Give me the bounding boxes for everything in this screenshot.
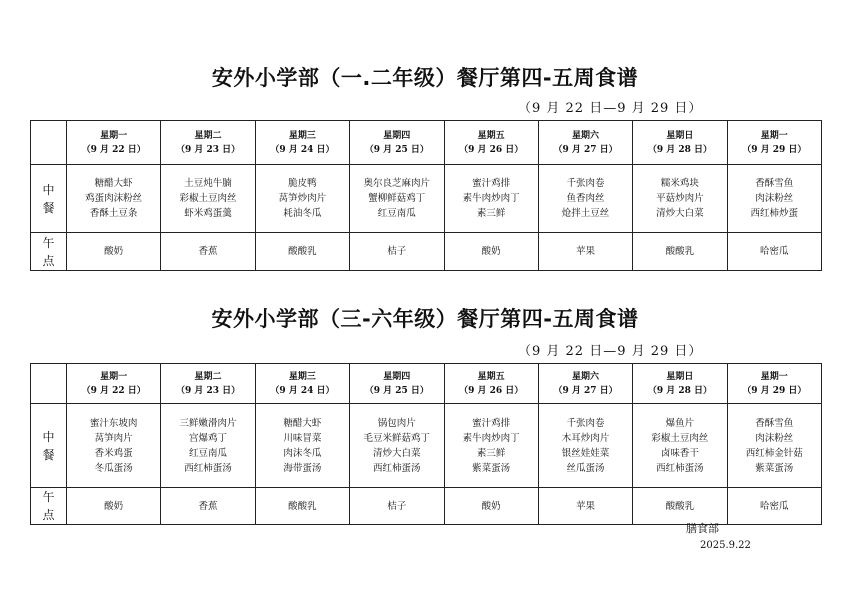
lunch-label-char: 餐	[42, 447, 55, 462]
snack-item-cell: 酸酸乳	[255, 233, 349, 271]
dish-item: 香米鸡蛋	[94, 447, 133, 459]
dish-item: 蜜汁鸡排	[472, 178, 511, 189]
snack-item-cell: 桔子	[350, 488, 444, 525]
dish-item: 彩椒土豆肉丝	[179, 193, 237, 204]
snack-row	[31, 488, 822, 525]
snack-label-cell	[31, 233, 67, 271]
snack-label-char: 午	[42, 490, 55, 504]
dish-item: 红豆南瓜	[377, 208, 416, 219]
day-date: （9 月 22 日）	[81, 144, 146, 155]
day-name: 星期一	[760, 130, 788, 141]
day-name: 星期五	[477, 130, 505, 141]
dish-item: 素牛肉炒肉丁	[462, 193, 520, 204]
dish-item: 炝拌土豆丝	[561, 208, 610, 219]
day-header-cell	[727, 121, 821, 165]
lunch-dishes-cell	[161, 165, 255, 233]
day-name: 星期日	[666, 371, 694, 382]
lunch-dishes-cell	[350, 404, 444, 488]
snack-item-cell: 酸奶	[444, 488, 538, 525]
day-header-cell	[633, 364, 727, 404]
day-header-cell	[350, 121, 444, 165]
day-header-cell	[67, 364, 161, 404]
day-header-cell	[350, 364, 444, 404]
dish-item: 肉沫冬瓜	[283, 447, 322, 459]
day-header-cell	[161, 364, 255, 404]
lunch-dishes-cell	[444, 404, 538, 488]
day-name: 星期六	[572, 130, 600, 141]
day-header-cell	[67, 121, 161, 165]
header-row	[31, 364, 822, 404]
dish-item: 海带蛋汤	[283, 462, 322, 474]
lunch-dishes-cell	[255, 404, 349, 488]
dish-item: 素三鲜	[476, 447, 506, 459]
lunch-dishes-cell	[255, 165, 349, 233]
snack-row	[31, 233, 822, 271]
snack-item-cell: 苹果	[538, 488, 632, 525]
day-date: （9 月 22 日）	[81, 385, 146, 396]
section-2-title: 安外小学部（三-六年级）餐厅第四-五周食谱	[211, 307, 639, 331]
header-row	[31, 121, 822, 165]
snack-item-cell: 酸奶	[67, 488, 161, 525]
snack-label-char: 午	[42, 235, 55, 250]
dish-item: 锅包肉片	[377, 417, 416, 429]
lunch-label-cell	[31, 165, 67, 233]
snack-item-cell: 酸酸乳	[255, 488, 349, 525]
snack-item-cell: 哈密瓜	[727, 488, 821, 525]
lunch-dishes-cell	[444, 165, 538, 233]
lunch-label-char: 中	[42, 182, 55, 197]
snack-label-cell	[31, 488, 67, 525]
section-1-menu-table	[30, 120, 822, 271]
day-name: 星期四	[383, 130, 411, 141]
section-1-title: 安外小学部（一.二年级）餐厅第四-五周食谱	[211, 66, 639, 90]
day-name: 星期六	[572, 371, 600, 382]
day-date: （9 月 29 日）	[742, 385, 807, 396]
day-date: （9 月 27 日）	[553, 385, 618, 396]
section-1-date-range: （9 月 22 日—9 月 29 日）	[518, 101, 703, 116]
day-name: 星期一	[760, 371, 788, 382]
lunch-dishes-cell	[350, 165, 444, 233]
dish-item: 蜜汁东坡肉	[89, 417, 138, 429]
header-corner-cell	[31, 121, 67, 165]
lunch-dishes-cell	[161, 404, 255, 488]
snack-label-char: 点	[42, 508, 55, 522]
dish-item: 卤味香干	[660, 447, 699, 459]
dish-item: 冬瓜蛋汤	[94, 462, 133, 474]
day-name: 星期四	[383, 371, 411, 382]
dish-item: 肉沫粉丝	[755, 193, 794, 204]
dish-item: 千张肉卷	[566, 178, 605, 189]
day-header-cell	[538, 364, 632, 404]
lunch-label-char: 中	[42, 429, 55, 444]
day-header-cell	[255, 364, 349, 404]
day-header-cell	[444, 364, 538, 404]
dish-item: 肉沫粉丝	[755, 432, 794, 444]
snack-item-cell: 香蕉	[161, 488, 255, 525]
dish-item: 丝瓜蛋汤	[566, 462, 605, 474]
day-header-cell	[538, 121, 632, 165]
dish-item: 脆皮鸭	[288, 178, 317, 189]
dish-item: 西红柿金针菇	[745, 447, 803, 459]
day-name: 星期五	[477, 371, 505, 382]
dish-item: 鸡蛋肉沫粉丝	[85, 193, 143, 204]
dish-item: 三鲜嫩滑肉片	[179, 417, 237, 429]
dish-item: 宫爆鸡丁	[189, 432, 228, 444]
lunch-row	[31, 404, 822, 488]
day-date: （9 月 28 日）	[647, 385, 713, 396]
dish-item: 西红柿蛋汤	[184, 462, 232, 474]
dish-item: 莴笋肉片	[94, 432, 133, 444]
dish-item: 清炒大白菜	[373, 447, 421, 459]
header-corner-cell	[31, 364, 67, 404]
dish-item: 西红柿蛋汤	[656, 462, 704, 474]
lunch-row	[31, 165, 822, 233]
lunch-dishes-cell	[633, 404, 727, 488]
dish-item: 红豆南瓜	[189, 447, 228, 459]
day-header-cell	[633, 121, 727, 165]
dish-item: 虾米鸡蛋羹	[184, 208, 232, 219]
snack-item-cell: 哈密瓜	[727, 233, 821, 271]
snack-item-cell: 酸酸乳	[633, 233, 727, 271]
day-header-cell	[255, 121, 349, 165]
dish-item: 彩椒土豆肉丝	[651, 432, 709, 444]
day-date: （9 月 25 日）	[364, 385, 429, 396]
day-name: 星期日	[666, 130, 694, 141]
day-date: （9 月 27 日）	[553, 144, 618, 155]
day-header-cell	[161, 121, 255, 165]
day-header-cell	[444, 121, 538, 165]
lunch-dishes-cell	[633, 165, 727, 233]
day-date: （9 月 29 日）	[742, 144, 807, 155]
day-name: 星期二	[194, 130, 222, 141]
day-date: （9 月 23 日）	[175, 385, 241, 396]
dish-item: 糯米鸡块	[660, 178, 699, 189]
lunch-dishes-cell	[538, 165, 632, 233]
dish-item: 香酥土豆条	[89, 208, 138, 219]
day-date: （9 月 23 日）	[175, 144, 241, 155]
dish-item: 银丝娃娃菜	[561, 447, 610, 459]
day-date: （9 月 28 日）	[647, 144, 713, 155]
day-header-cell	[727, 364, 821, 404]
dish-item: 香酥雪鱼	[755, 417, 794, 429]
dish-item: 毛豆米鲜菇鸡丁	[363, 432, 431, 444]
lunch-dishes-cell	[67, 165, 161, 233]
day-date: （9 月 24 日）	[270, 385, 335, 396]
dish-item: 西红柿炒蛋	[750, 208, 799, 219]
dish-item: 糖醋大虾	[283, 417, 322, 429]
dish-item: 紫菜蛋汤	[472, 462, 511, 474]
day-date: （9 月 24 日）	[270, 144, 335, 155]
lunch-dishes-cell	[727, 165, 821, 233]
snack-item-cell: 苹果	[538, 233, 632, 271]
day-date: （9 月 26 日）	[459, 144, 524, 155]
snack-label-char: 点	[42, 253, 55, 268]
lunch-dishes-cell	[67, 404, 161, 488]
day-name: 星期一	[100, 371, 128, 382]
dish-item: 鱼香肉丝	[566, 193, 605, 204]
footer-date: 2025.9.22	[700, 540, 751, 551]
lunch-dishes-cell	[538, 404, 632, 488]
dish-item: 奥尔良芝麻肉片	[363, 178, 431, 189]
day-name: 星期一	[100, 130, 128, 141]
dish-item: 千张肉卷	[566, 417, 605, 429]
dish-item: 平菇炒肉片	[656, 193, 704, 204]
dish-item: 土豆炖牛腩	[184, 178, 232, 189]
dish-item: 莴笋炒肉片	[278, 193, 327, 204]
day-name: 星期二	[194, 371, 222, 382]
dish-item: 蜜汁鸡排	[472, 417, 511, 429]
snack-item-cell: 桔子	[350, 233, 444, 271]
dish-item: 素牛肉炒肉丁	[462, 432, 520, 444]
dish-item: 糖醋大虾	[94, 178, 133, 189]
dish-item: 香酥雪鱼	[755, 178, 794, 189]
day-date: （9 月 25 日）	[364, 144, 429, 155]
dish-item: 爆鱼片	[665, 417, 695, 429]
snack-item-cell: 酸酸乳	[633, 488, 727, 525]
dish-item: 西红柿蛋汤	[373, 462, 421, 474]
dish-item: 木耳炒肉片	[561, 432, 610, 444]
dish-item: 素三鲜	[476, 208, 506, 219]
dish-item: 清炒大白菜	[656, 208, 704, 219]
snack-item-cell: 酸奶	[67, 233, 161, 271]
footer-department: 膳食部	[686, 522, 719, 535]
snack-item-cell: 香蕉	[161, 233, 255, 271]
day-name: 星期三	[288, 130, 316, 141]
dish-item: 紫菜蛋汤	[755, 462, 794, 474]
day-date: （9 月 26 日）	[459, 385, 524, 396]
section-2-date-range: （9 月 22 日—9 月 29 日）	[518, 344, 703, 359]
dish-item: 耗油冬瓜	[283, 208, 322, 219]
dish-item: 川味冒菜	[283, 432, 322, 444]
lunch-label-cell	[31, 404, 67, 488]
lunch-label-char: 餐	[42, 200, 55, 215]
dish-item: 蟹柳鲜菇鸡丁	[368, 193, 426, 204]
day-name: 星期三	[288, 371, 316, 382]
snack-item-cell: 酸奶	[444, 233, 538, 271]
section-2-menu-table	[30, 363, 822, 525]
lunch-dishes-cell	[727, 404, 821, 488]
